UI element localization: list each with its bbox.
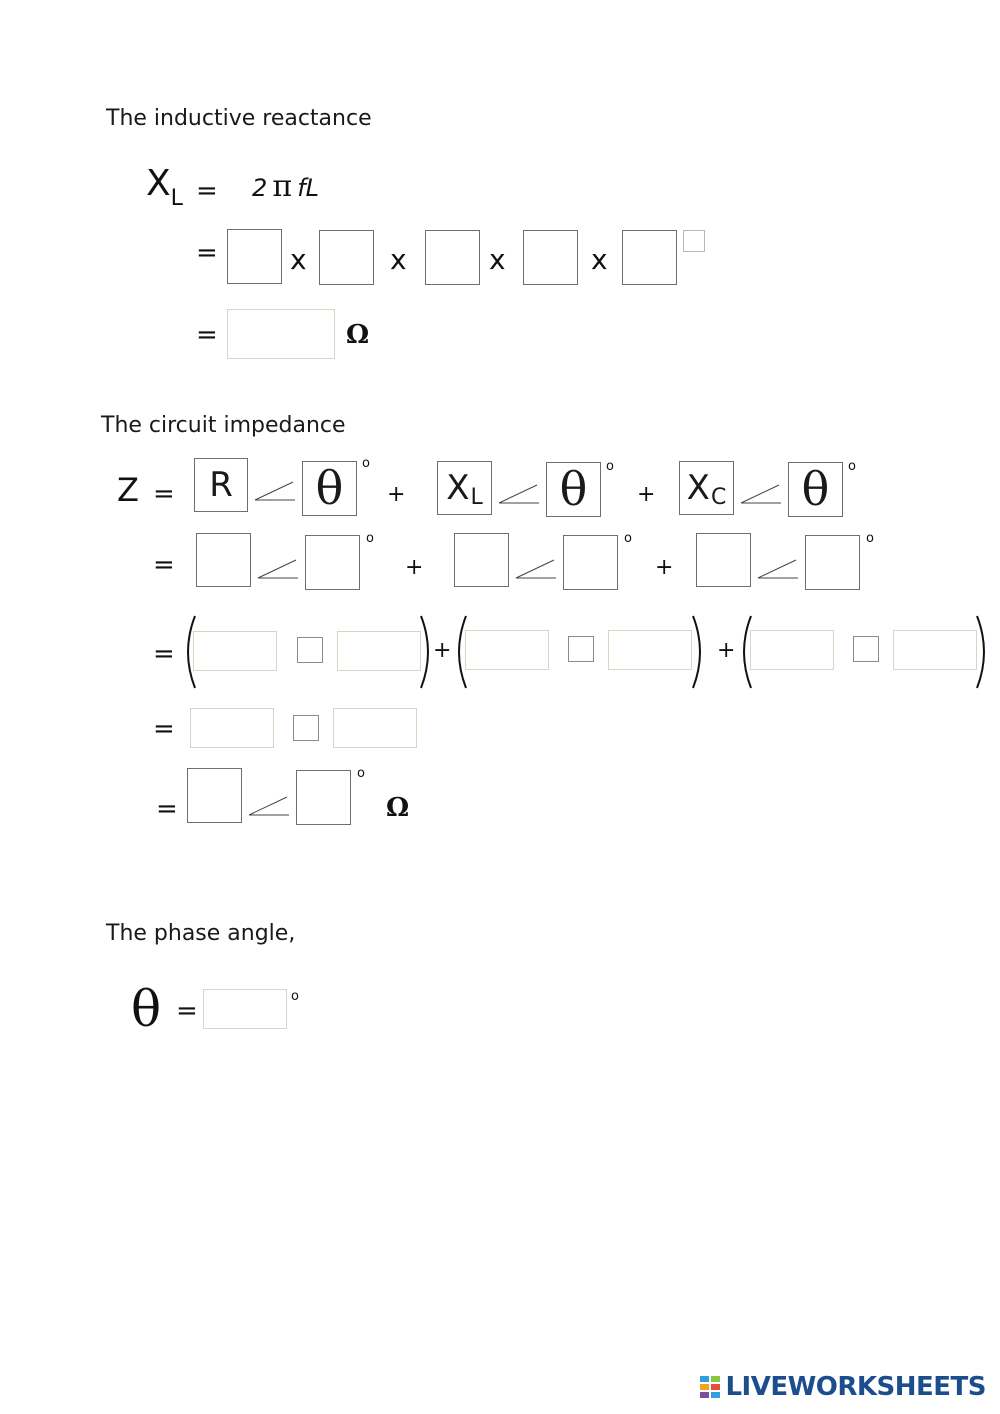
- r-magnitude-input[interactable]: [196, 533, 251, 587]
- xc-sign-input[interactable]: [853, 636, 879, 662]
- total-sign-input[interactable]: [293, 715, 319, 741]
- angle-icon: [497, 481, 541, 505]
- xl-label-subscript: L: [470, 484, 483, 510]
- equals-sign: =: [176, 996, 198, 1026]
- circuit-impedance-heading: The circuit impedance: [101, 413, 346, 438]
- xl-symbol-subscript: L: [170, 186, 183, 211]
- ohm-unit: Ω: [346, 320, 370, 350]
- degree-symbol: o: [848, 459, 856, 474]
- r-rectangular-imag-input[interactable]: [337, 631, 421, 671]
- angle-icon: [253, 478, 297, 502]
- xc-rectangular-real-input[interactable]: [750, 630, 834, 670]
- equals-sign: =: [153, 479, 175, 509]
- liveworksheets-logo-icon: [699, 1374, 721, 1400]
- r-label: R: [209, 465, 233, 505]
- xl-result-input[interactable]: [227, 309, 335, 359]
- total-real-input[interactable]: [190, 708, 274, 748]
- inductive-reactance-heading: The inductive reactance: [106, 106, 372, 131]
- inductive-reactance-label-box: [437, 461, 492, 515]
- xc-angle-input[interactable]: [805, 535, 860, 590]
- liveworksheets-logo: [699, 1372, 986, 1402]
- times-sign: x: [591, 243, 608, 276]
- theta-symbol: θ: [315, 460, 344, 515]
- resistance-label-box: [194, 458, 248, 512]
- xl-exponent-input[interactable]: [683, 230, 705, 252]
- degree-symbol: o: [291, 989, 299, 1004]
- liveworksheets-logo-text: LIVEWORKSHEETS: [725, 1372, 986, 1402]
- xl-formula: [252, 169, 320, 204]
- z-angle-input[interactable]: [296, 770, 351, 825]
- formula-fl: fL: [297, 174, 320, 202]
- xl-symbol: [146, 163, 183, 211]
- r-angle-input[interactable]: [305, 535, 360, 590]
- theta-label-box: [302, 461, 357, 516]
- xl-magnitude-input[interactable]: [454, 533, 509, 587]
- theta-symbol: θ: [801, 461, 830, 516]
- xc-label: X: [686, 468, 710, 508]
- equals-sign: =: [156, 794, 178, 824]
- equals-sign: =: [153, 639, 175, 669]
- right-parenthesis-icon: [690, 614, 708, 690]
- phase-angle-input[interactable]: [203, 989, 287, 1029]
- r-sign-input[interactable]: [297, 637, 323, 663]
- plus-sign: +: [637, 482, 656, 507]
- theta-label-box: [788, 462, 843, 517]
- xl-factor-input-1[interactable]: [227, 229, 282, 284]
- xl-angle-input[interactable]: [563, 535, 618, 590]
- xl-factor-input-5[interactable]: [622, 230, 677, 285]
- xc-magnitude-input[interactable]: [696, 533, 751, 587]
- xl-factor-input-3[interactable]: [425, 230, 480, 285]
- degree-symbol: o: [624, 531, 632, 546]
- right-parenthesis-icon: [974, 614, 992, 690]
- equals-sign: =: [196, 176, 218, 206]
- degree-symbol: o: [606, 459, 614, 474]
- degree-symbol: o: [357, 766, 365, 781]
- equals-sign: =: [196, 320, 218, 350]
- degree-symbol: o: [362, 456, 370, 471]
- xl-rectangular-imag-input[interactable]: [608, 630, 692, 670]
- capacitive-reactance-label-box: [679, 461, 734, 515]
- total-imag-input[interactable]: [333, 708, 417, 748]
- degree-symbol: o: [866, 531, 874, 546]
- xl-factor-input-4[interactable]: [523, 230, 578, 285]
- angle-icon: [247, 793, 291, 817]
- angle-icon: [756, 556, 800, 580]
- plus-sign: +: [433, 638, 452, 663]
- equals-sign: =: [196, 238, 218, 268]
- plus-sign: +: [387, 482, 406, 507]
- plus-sign: +: [405, 555, 424, 580]
- degree-symbol: o: [366, 531, 374, 546]
- xl-symbol-letter: X: [146, 163, 171, 204]
- xl-label: X: [446, 468, 470, 508]
- r-rectangular-real-input[interactable]: [193, 631, 277, 671]
- ohm-unit: Ω: [386, 793, 410, 823]
- times-sign: x: [290, 243, 307, 276]
- formula-pi: π: [272, 169, 293, 204]
- xc-rectangular-imag-input[interactable]: [893, 630, 977, 670]
- theta-symbol: θ: [131, 980, 162, 1038]
- phase-angle-heading: The phase angle,: [106, 921, 296, 946]
- xl-sign-input[interactable]: [568, 636, 594, 662]
- angle-icon: [739, 481, 783, 505]
- times-sign: x: [390, 243, 407, 276]
- theta-symbol: θ: [559, 461, 588, 516]
- plus-sign: +: [717, 638, 736, 663]
- xl-rectangular-real-input[interactable]: [465, 630, 549, 670]
- xc-label-subscript: C: [710, 484, 727, 510]
- xl-factor-input-2[interactable]: [319, 230, 374, 285]
- angle-icon: [514, 556, 558, 580]
- z-symbol: Z: [117, 471, 139, 509]
- formula-two: 2: [252, 174, 268, 202]
- equals-sign: =: [153, 550, 175, 580]
- z-magnitude-input[interactable]: [187, 768, 242, 823]
- plus-sign: +: [655, 555, 674, 580]
- times-sign: x: [489, 243, 506, 276]
- theta-label-box: [546, 462, 601, 517]
- equals-sign: =: [153, 714, 175, 744]
- angle-icon: [256, 556, 300, 580]
